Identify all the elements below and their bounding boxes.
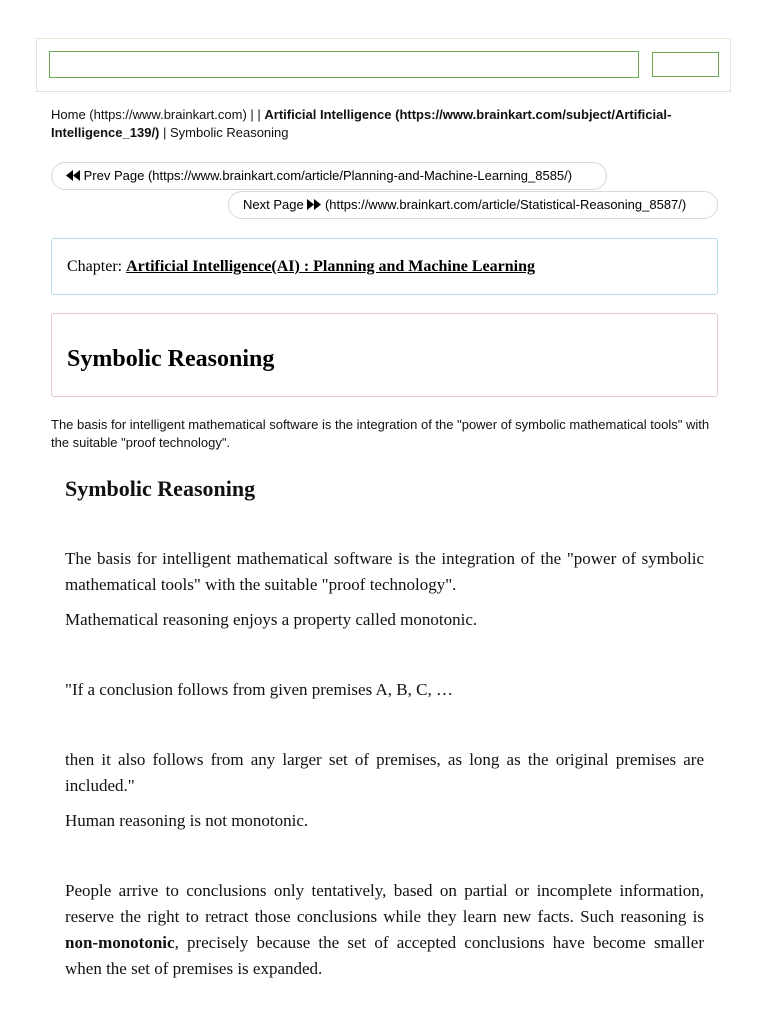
breadcrumb <box>51 106 721 142</box>
paragraph-text: People arrive to conclusions only tentatively, based on partial or incomplete information, reserve the right to retract those conclusions while they learn new facts. Such reasoning is <box>65 881 704 926</box>
article-content <box>65 476 704 982</box>
intro-summary: The basis for intelligent mathematical software is the integration of the "power of symbolic mathematical tools" with the suitable "proof technology". <box>51 417 710 450</box>
search-button[interactable] <box>652 52 719 77</box>
search-bar <box>36 38 731 92</box>
page-title: Symbolic Reasoning <box>67 346 275 372</box>
breadcrumb-separator: | <box>159 125 170 140</box>
next-page-button[interactable] <box>228 191 718 219</box>
article-paragraph: Human reasoning is not monotonic. <box>65 811 309 830</box>
next-page-url: (https://www.brainkart.com/article/Statistical-Reasoning_8587/) <box>324 197 687 212</box>
breadcrumb-subject-link[interactable]: Artificial Intelligence (https://www.brainkart.com/subject/Artificial-Intelligence_139/) <box>51 107 672 140</box>
article-paragraph: "If a conclusion follows from given premises A, B, C, … <box>65 680 453 699</box>
search-input[interactable] <box>49 51 639 78</box>
chapter-link[interactable]: Artificial Intelligence(AI) : Planning and Machine Learning <box>126 258 535 275</box>
breadcrumb-separator: | | <box>246 107 265 122</box>
breadcrumb-home-link[interactable]: Home (https://www.brainkart.com) <box>51 107 247 122</box>
breadcrumb-current: Symbolic Reasoning <box>170 125 289 140</box>
article-paragraph <box>65 878 704 982</box>
article-paragraph: The basis for intelligent mathematical software is the integration of the "power of symbolic mathematical tools" with the suitable "proof technology". <box>65 549 704 594</box>
article-paragraph: Mathematical reasoning enjoys a property called monotonic. <box>65 610 478 629</box>
paragraph-text: , precisely because the set of accepted conclusions have become smaller when the set of premises is expanded. <box>65 933 704 978</box>
double-chevron-left-icon <box>66 170 80 181</box>
article-heading: Symbolic Reasoning <box>65 476 256 501</box>
next-page-label: Next Page <box>243 197 304 212</box>
double-chevron-right-icon <box>307 199 321 210</box>
prev-page-label: Prev Page (https://www.brainkart.com/article/Planning-and-Machine-Learning_8585/) <box>83 168 573 183</box>
paragraph-emphasis: non-monotonic <box>65 933 175 952</box>
title-box <box>51 313 718 397</box>
article-paragraph: then it also follows from any larger set of premises, as long as the original premises are included." <box>65 750 704 795</box>
chapter-box <box>51 238 718 295</box>
chapter-prefix: Chapter: <box>67 258 127 275</box>
prev-page-button[interactable] <box>51 162 607 190</box>
